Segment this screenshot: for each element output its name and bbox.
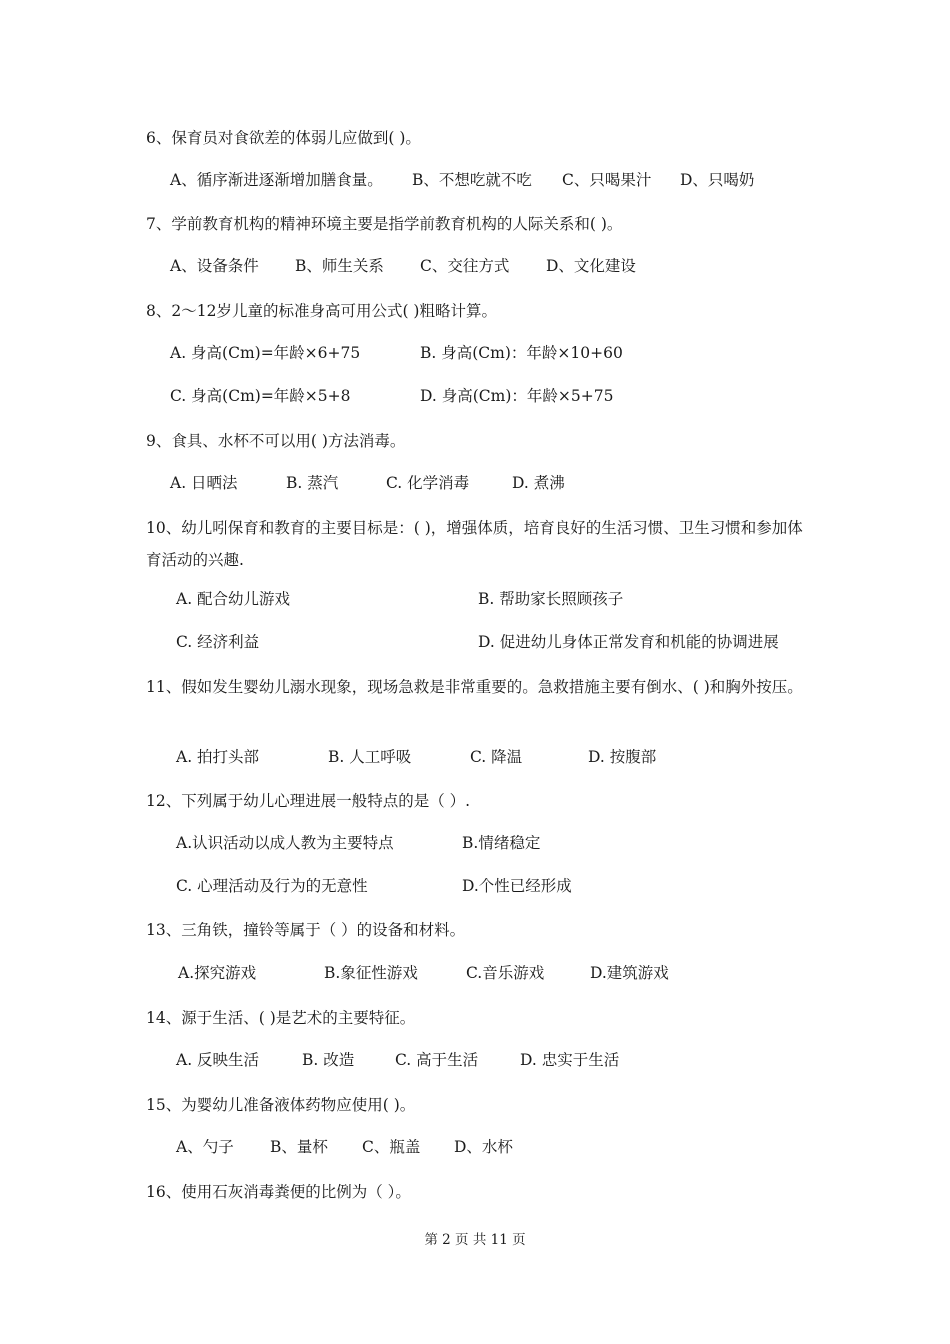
page-number: 第 2 页 共 11 页 xyxy=(424,1232,526,1248)
options-row xyxy=(176,587,836,611)
option-c: C、交往方式 xyxy=(420,257,510,275)
option-a: A、设备条件 xyxy=(170,257,259,275)
options-row xyxy=(176,1135,836,1159)
options-row xyxy=(170,384,830,408)
option-d: D.个性已经形成 xyxy=(462,877,572,895)
option-b: B. 帮助家长照顾孩子 xyxy=(478,590,624,608)
option-c: C. 化学消毒 xyxy=(386,474,470,492)
options-row xyxy=(178,961,838,985)
option-a: A. 配合幼儿游戏 xyxy=(176,590,291,608)
options-row xyxy=(176,831,836,855)
question-9: 9、食具、水杯不可以用( )方法消毒。 xyxy=(146,432,406,450)
option-a: A. 日晒法 xyxy=(170,474,238,492)
options-row xyxy=(170,341,830,365)
option-c: C、只喝果汁 xyxy=(562,171,652,189)
options-row xyxy=(176,1048,836,1072)
option-c: C.音乐游戏 xyxy=(466,964,545,982)
option-a: A.探究游戏 xyxy=(178,964,257,982)
question-6: 6、保育员对食欲差的体弱儿应做到( )。 xyxy=(146,129,421,147)
option-d: D. 促进幼儿身体正常发育和机能的协调进展 xyxy=(478,633,779,651)
question-14: 14、源于生活、( )是艺术的主要特征。 xyxy=(146,1009,416,1027)
option-b: B. 身高(Cm)：年龄×10+60 xyxy=(420,344,623,362)
option-d: D、水杯 xyxy=(454,1138,513,1156)
options-row xyxy=(170,254,830,278)
option-c: C. 降温 xyxy=(470,748,523,766)
question-7: 7、学前教育机构的精神环境主要是指学前教育机构的人际关系和( )。 xyxy=(146,215,623,233)
option-a: A、勺子 xyxy=(176,1138,234,1156)
option-b: B. 改造 xyxy=(302,1051,355,1069)
option-b: B.情绪稳定 xyxy=(462,834,541,852)
options-row xyxy=(170,168,830,192)
option-a: A. 身高(Cm)=年龄×6+75 xyxy=(170,344,361,362)
question-8: 8、2～12岁儿童的标准身高可用公式( )粗略计算。 xyxy=(146,302,497,320)
options-row xyxy=(170,471,830,495)
question-16: 16、使用石灰消毒粪便的比例为（ ）。 xyxy=(146,1183,411,1201)
option-d: D. 煮沸 xyxy=(512,474,565,492)
option-c: C. 心理活动及行为的无意性 xyxy=(176,877,368,895)
question-12: 12、下列属于幼儿心理进展一般特点的是（ ）. xyxy=(146,792,471,810)
option-d: D. 身高(Cm)：年龄×5+75 xyxy=(420,387,614,405)
question-11: 11、假如发生婴幼儿溺水现象，现场急救是非常重要的。急救措施主要有倒水、( )和胸外按压。 xyxy=(146,678,803,696)
option-d: D. 忠实于生活 xyxy=(520,1051,620,1069)
option-c: C. 经济利益 xyxy=(176,633,260,651)
option-a: A.认识活动以成人教为主要特点 xyxy=(176,834,394,852)
options-row xyxy=(176,745,836,769)
question-15: 15、为婴幼儿准备液体药物应使用( )。 xyxy=(146,1096,416,1114)
option-d: D、只喝奶 xyxy=(680,171,755,189)
option-b: B、量杯 xyxy=(270,1138,328,1156)
option-b: B、师生关系 xyxy=(295,257,384,275)
option-b: B. 人工呼吸 xyxy=(328,748,412,766)
options-row xyxy=(176,874,836,898)
option-b: B. 蒸汽 xyxy=(286,474,339,492)
option-b: B.象征性游戏 xyxy=(324,964,418,982)
question-10: 10、幼儿吲保育和教育的主要目标是：( )，增强体质，培育良好的生活习惯、卫生习惯和参加体育活动的兴趣. xyxy=(146,519,803,569)
option-d: D.建筑游戏 xyxy=(590,964,669,982)
option-a: A、循序渐进逐渐增加膳食量。 xyxy=(170,171,383,189)
option-c: C. 身高(Cm)=年龄×5+8 xyxy=(170,387,351,405)
options-row xyxy=(176,630,836,654)
option-c: C. 高于生活 xyxy=(395,1051,479,1069)
option-c: C、瓶盖 xyxy=(362,1138,421,1156)
option-b: B、不想吃就不吃 xyxy=(412,171,532,189)
option-d: D. 按腹部 xyxy=(588,748,657,766)
option-d: D、文化建设 xyxy=(546,257,636,275)
option-a: A. 拍打头部 xyxy=(176,748,260,766)
option-a: A. 反映生活 xyxy=(176,1051,260,1069)
question-13: 13、三角铁，撞铃等属于（ ）的设备和材料。 xyxy=(146,921,466,939)
